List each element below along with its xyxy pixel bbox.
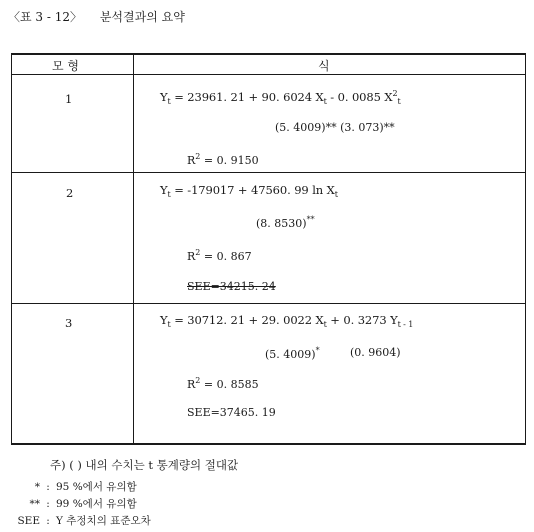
row-divider: [11, 303, 526, 304]
t-values-model-2: (8. 8530)**: [256, 215, 315, 230]
see-model-2: SEE=34215. 24: [187, 280, 276, 293]
table-caption: 분석결과의 요약: [99, 10, 185, 24]
model-number: 1: [65, 92, 73, 106]
legend-item: ** : 99 %에서 유의함: [29, 498, 137, 510]
equation-model-3: $Y_t = 30712$. 21 + 29. 0022 $X_t + 0$. 3273 $Y_{t - 1}$: [160, 313, 414, 329]
t-values-model-1: (5. 4009)** (3. 073)**: [275, 121, 395, 134]
see-model-3: SEE=37465. 19: [187, 406, 276, 419]
table-number: 〈표 3 - 12〉: [8, 10, 82, 24]
r-squared-model-3: $R^2 = 0$. 8585: [187, 376, 259, 391]
header-divider: [11, 74, 526, 75]
results-table: [11, 53, 526, 445]
legend-item: SEE : Y 추정치의 표준오차: [17, 515, 151, 527]
t-values-model-3: (5. 4009)*: [265, 346, 320, 361]
equation-model-2: $Y_t = -179017 + 47560$. 99 $\ln X_t$: [160, 183, 338, 199]
r-squared-model-1: $R^2 = 0$. 9150: [187, 152, 259, 167]
model-number: 3: [65, 316, 73, 330]
table-title: [8, 8, 185, 25]
r-squared-model-2: $R^2 = 0$. 867: [187, 248, 252, 263]
t-values-model-3-b: (0. 9604): [350, 346, 401, 359]
header-equation: 식: [318, 59, 330, 73]
legend-item: * : 95 %에서 유의함: [34, 481, 137, 493]
model-number: 2: [66, 186, 74, 200]
equation-model-1: $Y_t = 23961$. 21 + 90. 6024 $X_t - 0$. 0085 $X^2_t$: [160, 89, 401, 106]
footnote-main: 주) ( ) 내의 수치는 t 통계량의 절대값: [50, 458, 239, 472]
header-model: 모 형: [52, 59, 79, 73]
row-divider: [11, 172, 526, 173]
column-divider: [133, 53, 134, 445]
